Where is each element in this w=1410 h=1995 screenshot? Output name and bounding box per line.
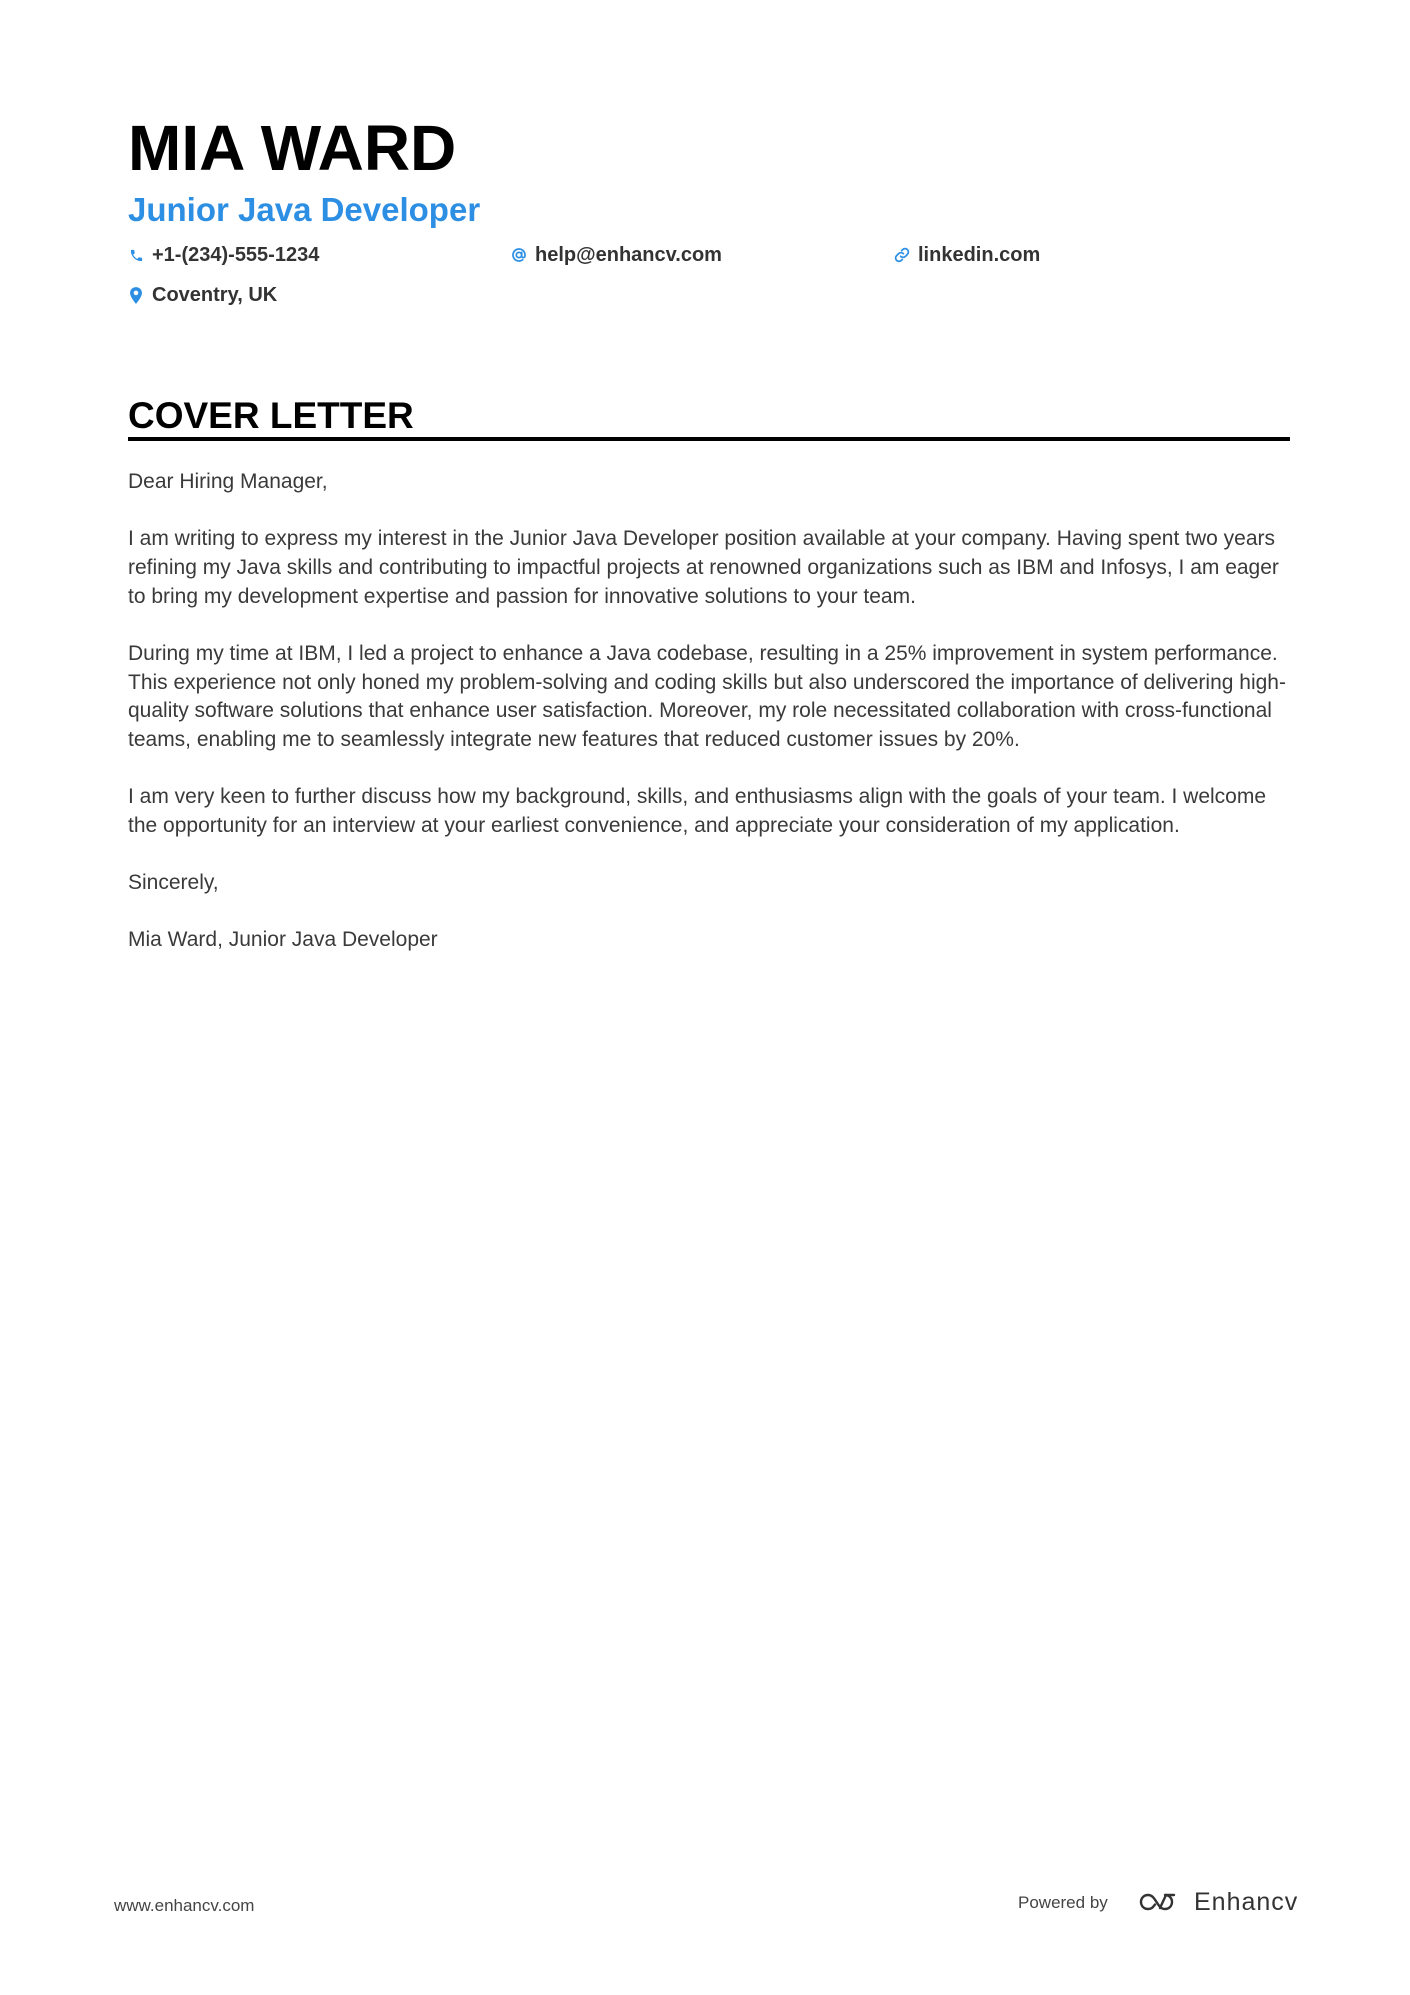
contact-email[interactable]: [511, 241, 722, 269]
applicant-role: Junior Java Developer: [128, 191, 481, 228]
brand[interactable]: [1138, 1886, 1298, 1918]
section-title: COVER LETTER: [128, 395, 414, 436]
letter-paragraph: I am very keen to further discuss how my background, skills, and enthusiasms align with the goals of your team. I welcome the opportunity for an interview at your earliest convenience, and appreciate your consideration of my application.: [128, 785, 1267, 837]
letter-body: [128, 468, 1290, 983]
contact-location-text: Coventry, UK: [152, 284, 278, 306]
footer-url[interactable]: www.enhancv.com: [114, 1896, 255, 1915]
link-icon: [894, 247, 910, 263]
at-icon: [511, 247, 527, 263]
brand-name: Enhancv: [1194, 1888, 1299, 1916]
contact-phone[interactable]: [128, 241, 319, 269]
contact-phone-text: +1-(234)-555-1234: [152, 244, 320, 266]
letter-salutation: Dear Hiring Manager,: [128, 470, 328, 493]
section-divider: [128, 437, 1290, 441]
letter-closing: Sincerely,: [128, 871, 219, 895]
enhancv-logo-icon: [1138, 1890, 1184, 1914]
phone-icon: [128, 247, 144, 263]
powered-by-label: Powered by: [1018, 1893, 1108, 1912]
letter-paragraph: During my time at IBM, I led a project to enhance a Java codebase, resulting in a 25% improvement in system performance. This experience not only honed my problem-solving and coding skills but also underscored the importance of delivering high-quality software solutions that enhance user satisfaction. Moreover, my role necessitated collaboration with cross-functional teams, enabling me to seamlessly integrate new features that reduced customer issues by 20%.: [128, 641, 1286, 751]
letter-paragraph: I am writing to express my interest in the Junior Java Developer position available at your company. Having spent two years refining my Java skills and contributing to impactful projects at renowned organizations such as IBM and Infosys, I am eager to bring my development expertise and passion for innovative solutions to your team.: [128, 527, 1279, 608]
location-pin-icon: [128, 287, 144, 303]
contact-linkedin-text: linkedin.com: [918, 244, 1041, 266]
contact-location: [128, 281, 277, 309]
letter-signature: Mia Ward, Junior Java Developer: [128, 928, 438, 952]
contact-email-text: help@enhancv.com: [535, 244, 722, 266]
applicant-name: MIA WARD: [128, 112, 457, 184]
contact-linkedin[interactable]: [894, 241, 1040, 269]
